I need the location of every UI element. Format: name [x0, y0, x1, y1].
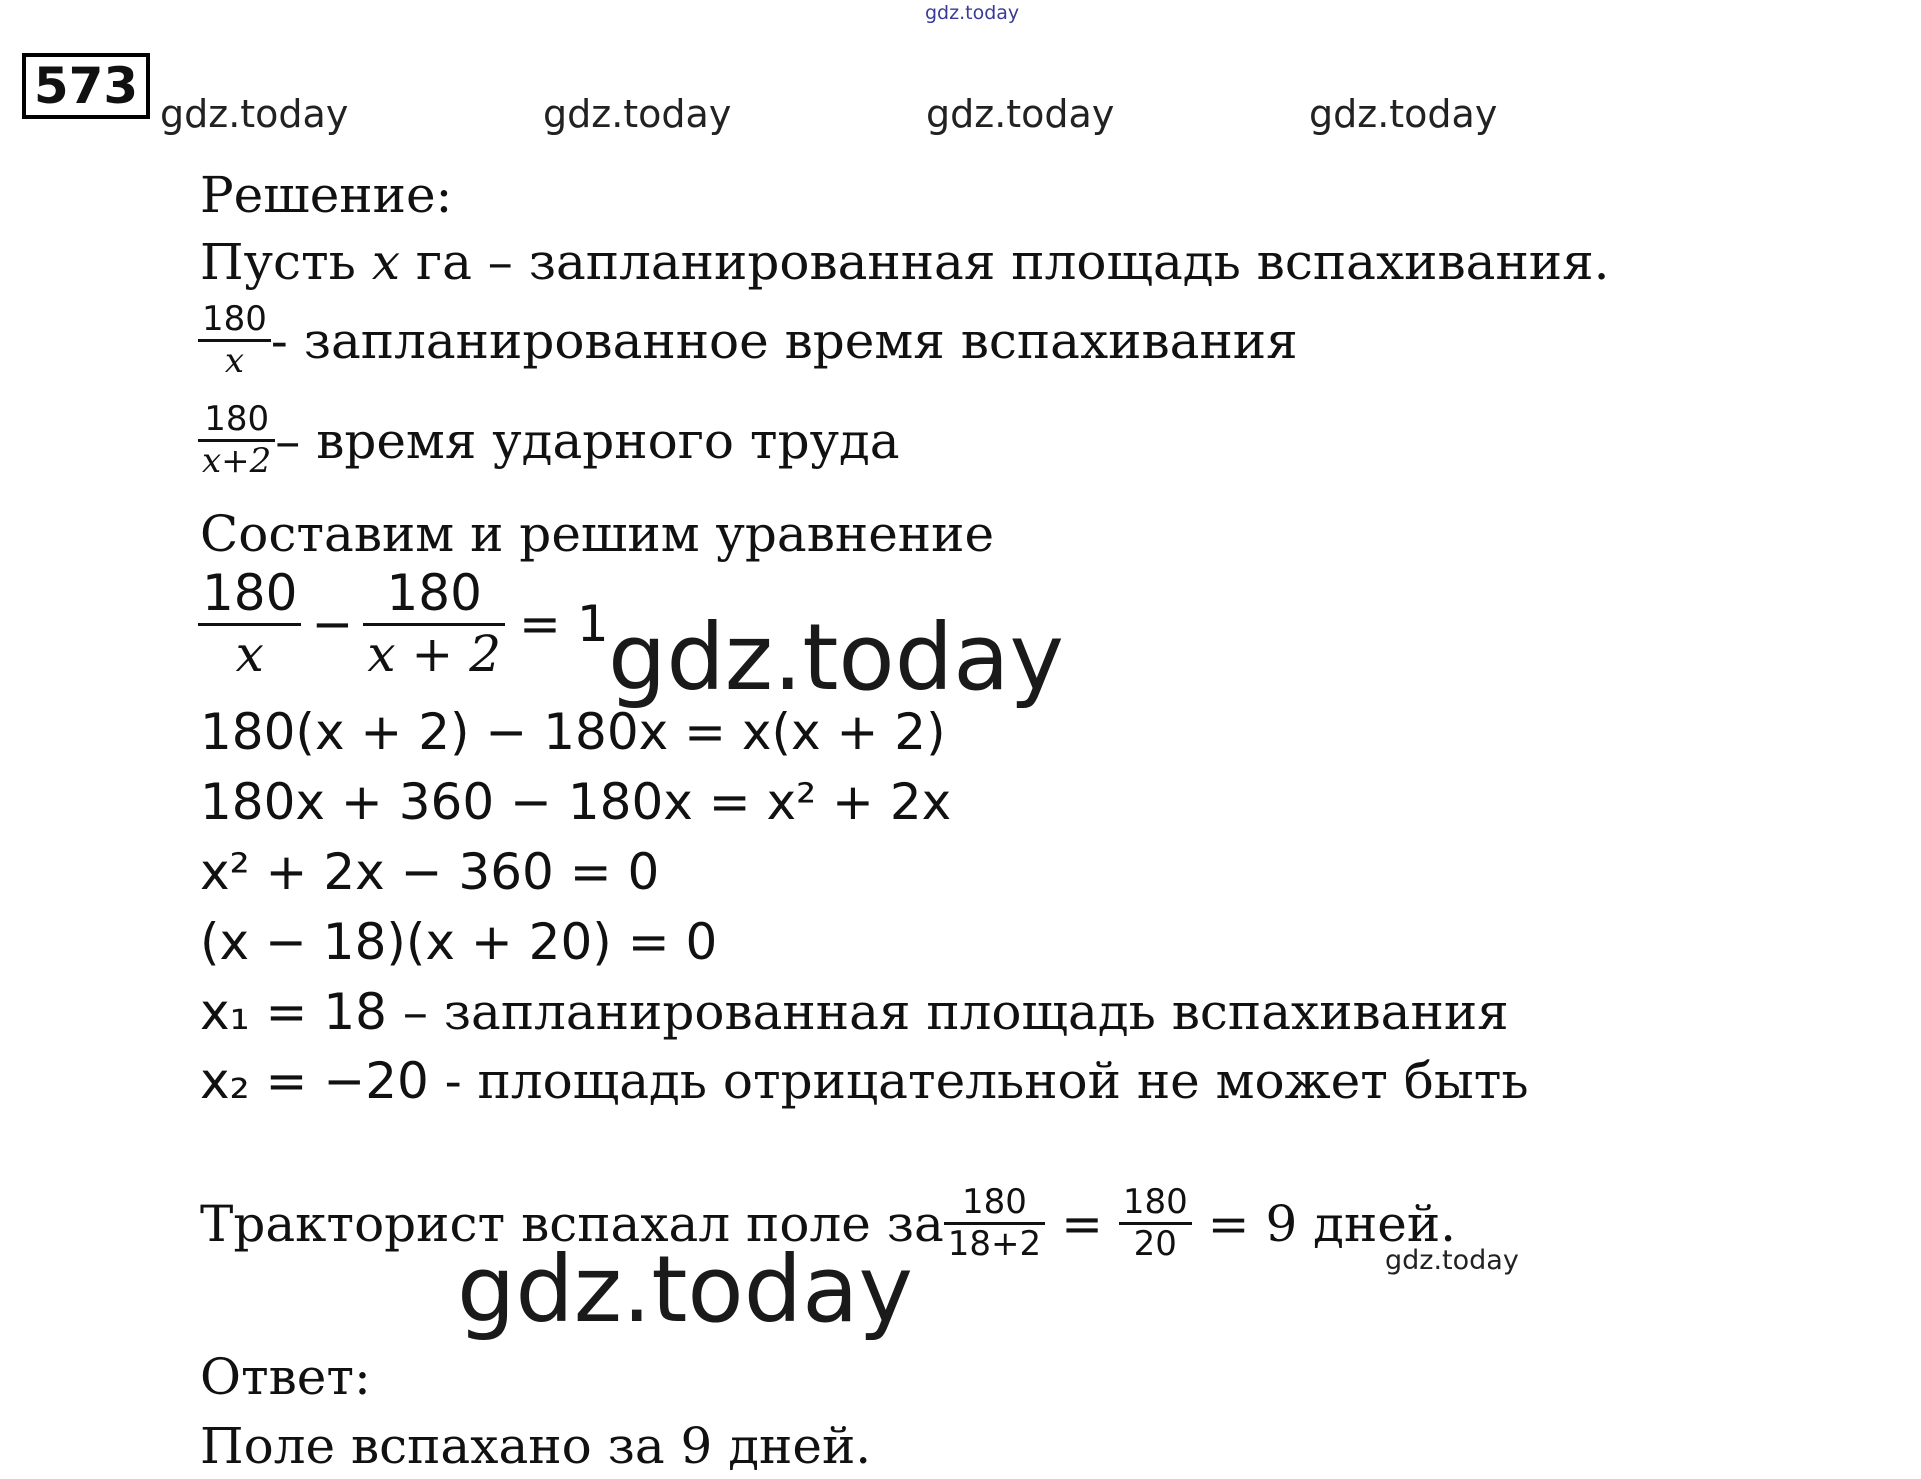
root-2-value: = −20	[249, 1052, 429, 1110]
compose-equation-text: Составим и решим уравнение	[200, 505, 995, 563]
equation-fraction-2	[363, 565, 505, 683]
watermark-row-4: gdz.today	[1309, 92, 1498, 136]
root-2-var: x₂	[200, 1052, 250, 1110]
fraction-denominator: x + 2	[367, 624, 502, 683]
fraction-numerator: 180	[202, 564, 298, 622]
planned-time-text: - запланированное время вспахивания	[270, 311, 1298, 370]
step-3: x² + 2x − 360 = 0	[200, 843, 660, 901]
fraction-numerator: 180	[386, 564, 482, 622]
problem-number: 573	[22, 53, 150, 119]
equation-fraction-1	[198, 565, 301, 683]
watermark-top: gdz.today	[925, 2, 1020, 24]
root-1-text: – запланированная площадь вспахивания	[386, 983, 1509, 1041]
root-2-text: - площадь отрицательной не может быть	[428, 1052, 1529, 1110]
fraction-denominator: x	[224, 341, 245, 382]
fraction-numerator: 180	[202, 299, 267, 339]
fraction-denominator: 18+2	[947, 1224, 1042, 1265]
fraction-numerator: 180	[204, 399, 270, 439]
fraction-denominator: x	[235, 624, 264, 683]
step-2: 180x + 360 − 180x = x² + 2x	[200, 773, 952, 831]
fraction-shock-time	[198, 400, 275, 481]
root-1-line	[200, 983, 1509, 1041]
root-2-line	[200, 1052, 1529, 1110]
root-1-var: x₁	[200, 983, 250, 1041]
let-var: x	[371, 233, 401, 291]
watermark-small-right: gdz.today	[1385, 1245, 1519, 1276]
final-fraction-1	[944, 1183, 1045, 1264]
shock-time-text: – время ударного труда	[275, 411, 900, 470]
final-fraction-2	[1119, 1183, 1192, 1264]
step-1: 180(x + 2) − 180x = x(x + 2)	[200, 703, 946, 761]
planned-time-line	[198, 300, 1298, 381]
solution-label: Решение:	[200, 166, 453, 224]
fraction-denominator: 20	[1133, 1224, 1177, 1265]
watermark-row-2: gdz.today	[543, 92, 732, 136]
answer-text: Поле вспахано за 9 дней.	[200, 1417, 872, 1475]
fraction-denominator: x+2	[202, 441, 272, 482]
fraction-planned-time	[198, 300, 271, 381]
step-4: (x − 18)(x + 20) = 0	[200, 913, 718, 971]
equation-rhs: = 1	[519, 595, 609, 653]
fraction-numerator: 180	[962, 1182, 1027, 1222]
root-1-value: = 18	[249, 983, 387, 1041]
shock-work-time-line	[198, 400, 900, 481]
main-equation	[198, 565, 609, 683]
fraction-numerator: 180	[1122, 1182, 1188, 1222]
answer-label: Ответ:	[200, 1348, 371, 1406]
let-text-b: га – запланированная площадь вспахивания.	[400, 233, 1610, 291]
watermark-large-2: gdz.today	[457, 1236, 913, 1343]
let-statement	[200, 233, 1610, 291]
final-text: Тракторист вспахал поле за	[200, 1194, 944, 1253]
watermark-row-3: gdz.today	[926, 92, 1115, 136]
watermark-row-1: gdz.today	[160, 92, 349, 136]
equation-minus: −	[311, 595, 354, 653]
watermark-large-1: gdz.today	[608, 604, 1064, 711]
final-result: = 9 дней.	[1191, 1194, 1457, 1253]
let-text-a: Пусть	[200, 233, 372, 291]
final-equals: =	[1045, 1194, 1119, 1253]
